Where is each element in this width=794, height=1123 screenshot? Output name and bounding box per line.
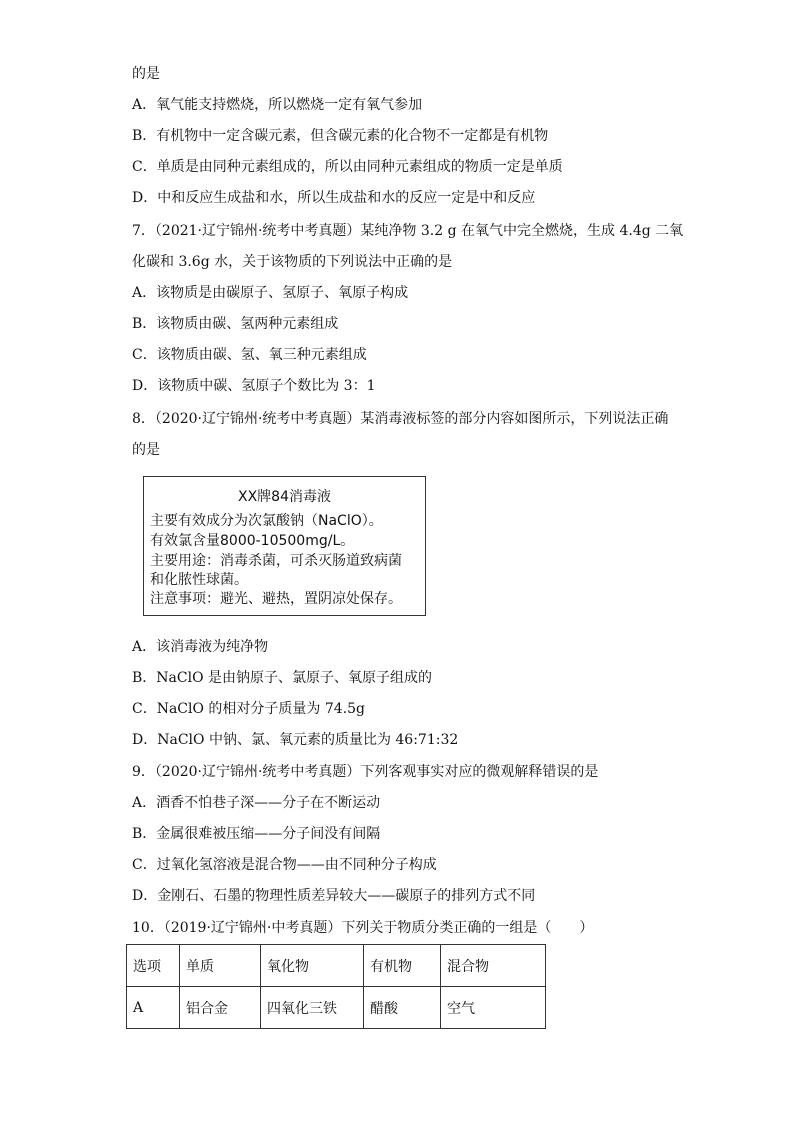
question-7-option-c: C．该物质由碳、氢、氧三种元素组成 — [132, 347, 367, 363]
label-line: 注意事项：避光、避热，置阴凉处保存。 — [150, 591, 402, 607]
question-8-option-a: A．该消毒液为纯净物 — [132, 639, 269, 655]
table-cell: 醋酸 — [364, 987, 441, 1029]
table-row — [127, 987, 546, 1029]
table-header-cell: 氧化物 — [261, 945, 364, 987]
question-9-option-d: D．金刚石、石墨的物理性质差异较大——碳原子的排列方式不同 — [132, 888, 536, 904]
table-header-cell: 单质 — [180, 945, 261, 987]
question-8-option-b: B．NaClO 是由钠原子、氯原子、氧原子组成的 — [132, 670, 433, 686]
table-cell: 铝合金 — [180, 987, 261, 1029]
question-7-option-a: A．该物质是由碳原子、氢原子、氧原子构成 — [132, 285, 409, 301]
label-line: 主要有效成分为次氯酸钠（NaClO）。 — [150, 513, 383, 529]
question-8-option-c: C．NaClO 的相对分子质量为 74.5g — [132, 701, 366, 717]
question-6-option-b: B．有机物中一定含碳元素，但含碳元素的化合物不一定都是有机物 — [132, 128, 549, 144]
question-9-option-b: B．金属很难被压缩——分子间没有间隔 — [132, 826, 381, 842]
table-header-cell: 选项 — [127, 945, 180, 987]
table-header-row — [127, 945, 546, 987]
label-title: XX牌84消毒液 — [238, 489, 331, 505]
question-8-stem: 8．（2020·辽宁锦州·统考中考真题）某消毒液标签的部分内容如图所示，下列说法正确 — [132, 411, 669, 427]
question-6-option-d: D．中和反应生成盐和水，所以生成盐和水的反应一定是中和反应 — [132, 190, 536, 206]
table-header-cell: 混合物 — [441, 945, 546, 987]
label-line: 有效氯含量8000-10500mg/L。 — [150, 533, 355, 549]
question-8-stem-cont: 的是 — [132, 442, 160, 458]
question-9-stem: 9．（2020·辽宁锦州·统考中考真题）下列客观事实对应的微观解释错误的是 — [132, 764, 599, 780]
question-6-option-c: C．单质是由同种元素组成的，所以由同种元素组成的物质一定是单质 — [132, 159, 563, 175]
label-line: 和化脓性球菌。 — [150, 572, 248, 588]
question-6-stem-end: 的是 — [132, 66, 160, 82]
question-7-stem-cont: 化碳和 3.6g 水，关于该物质的下列说法中正确的是 — [132, 254, 453, 270]
disinfectant-label-box — [143, 476, 426, 616]
table-cell: A — [127, 987, 180, 1029]
question-7-option-d: D．该物质中碳、氢原子个数比为 3：1 — [132, 378, 376, 394]
question-7-stem: 7．（2021·辽宁锦州·统考中考真题）某纯净物 3.2 g 在氧气中完全燃烧，生成 4.4g 二氧 — [132, 223, 684, 239]
table-cell: 四氧化三铁 — [261, 987, 364, 1029]
table-cell: 空气 — [441, 987, 546, 1029]
classification-table — [126, 944, 546, 1029]
question-7-option-b: B．该物质由碳、氢两种元素组成 — [132, 316, 339, 332]
question-8-option-d: D．NaClO 中钠、氯、氧元素的质量比为 46:71:32 — [132, 732, 459, 748]
question-9-option-a: A．酒香不怕巷子深——分子在不断运动 — [132, 795, 381, 811]
table-header-cell: 有机物 — [364, 945, 441, 987]
question-6-option-a: A．氧气能支持燃烧，所以燃烧一定有氧气参加 — [132, 97, 423, 113]
question-10-stem: 10．（2019·辽宁锦州·中考真题）下列关于物质分类正确的一组是（ ） — [132, 920, 594, 936]
label-line: 主要用途：消毒杀菌，可杀灭肠道致病菌 — [150, 553, 402, 569]
question-9-option-c: C．过氧化氢溶液是混合物——由不同种分子构成 — [132, 857, 437, 873]
